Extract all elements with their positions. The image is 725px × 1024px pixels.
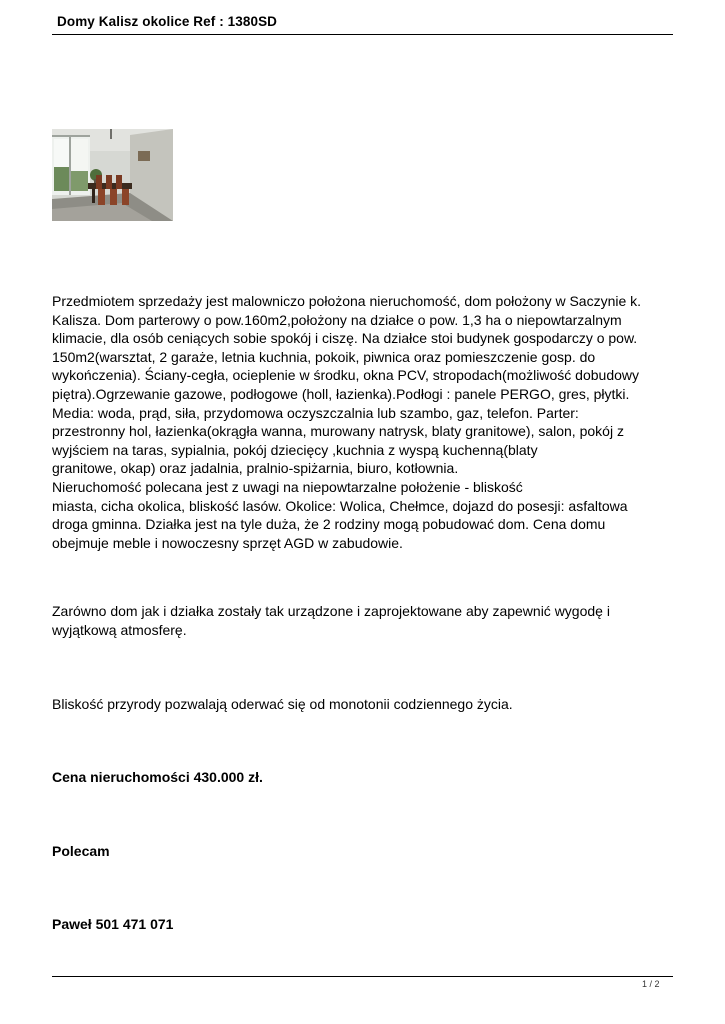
description-paragraph: Przedmiotem sprzedaży jest malowniczo położona nieruchomość, dom położony w Saczynie k. Kalisza. Dom parterowy o pow.160m2,położony na działce o pow. 1,3 ha o niepowtarzalnym klimacie, dla osób ceniących sobie spokój i ciszę. Na działce stoi budynek gospodarczy o pow. 150m2(warsztat, 2 garaże, letnia kuchnia, pokoik, piwnica oraz pomieszczenie gosp. do wykończenia). Ściany-cegła, ocieplenie w środku, okna PCV, stropodach(możliwość dobudowy piętra).Ogrzewanie gazowe, podłogowe (holl, łazienka).Podłogi : panele PERGO, gres, płytki. Media: woda, prąd, siła, przydomowa oczyszczalnia lub szambo, gaz, telefon. Parter: przestronny hol, łazienka(okrągła wanna, murowany natrysk, blaty granitowe), salon, pokój z wyjściem na taras, sypialnia, pokój dziecięcy ,kuchnia z wyspą kuchenną(blaty granitowe, okap) oraz jadalnia, pralnio-spiżarnia, biuro, kotłownia. Nieruchomość polecana jest z uwagi na niepowtarzalne położenie - bliskość miasta, cicha okolica, bliskość lasów. Okolice: Wolica, Chełmce, dojazd do posesji: asfaltowa droga gminna. Działka jest na tyle duża, że 2 rodziny mogą pobudować dom. Cena domu obejmuje meble i nowoczesny sprzęt AGD w zabudowie. [52, 293, 642, 551]
price-line: Cena nieruchomości 430.000 zł. [52, 769, 263, 786]
property-photo [52, 129, 173, 221]
footer-divider [52, 976, 673, 977]
page-number: 1 / 2 [642, 979, 660, 989]
header-divider [52, 34, 673, 35]
listing-description [52, 292, 677, 934]
nature-paragraph: Bliskość przyrody pozwalają oderwać się od monotonii codziennego życia. [52, 695, 513, 712]
contact-line: Paweł 501 471 071 [52, 916, 174, 933]
room-interior-photo [52, 129, 173, 221]
recommend-line: Polecam [52, 842, 110, 859]
page-title: Domy Kalisz okolice Ref : 1380SD [57, 14, 278, 29]
atmosphere-paragraph: Zarówno dom jak i działka zostały tak urządzone i zaprojektowane aby zapewnić wygodę i wyjątkową atmosferę. [52, 603, 610, 638]
